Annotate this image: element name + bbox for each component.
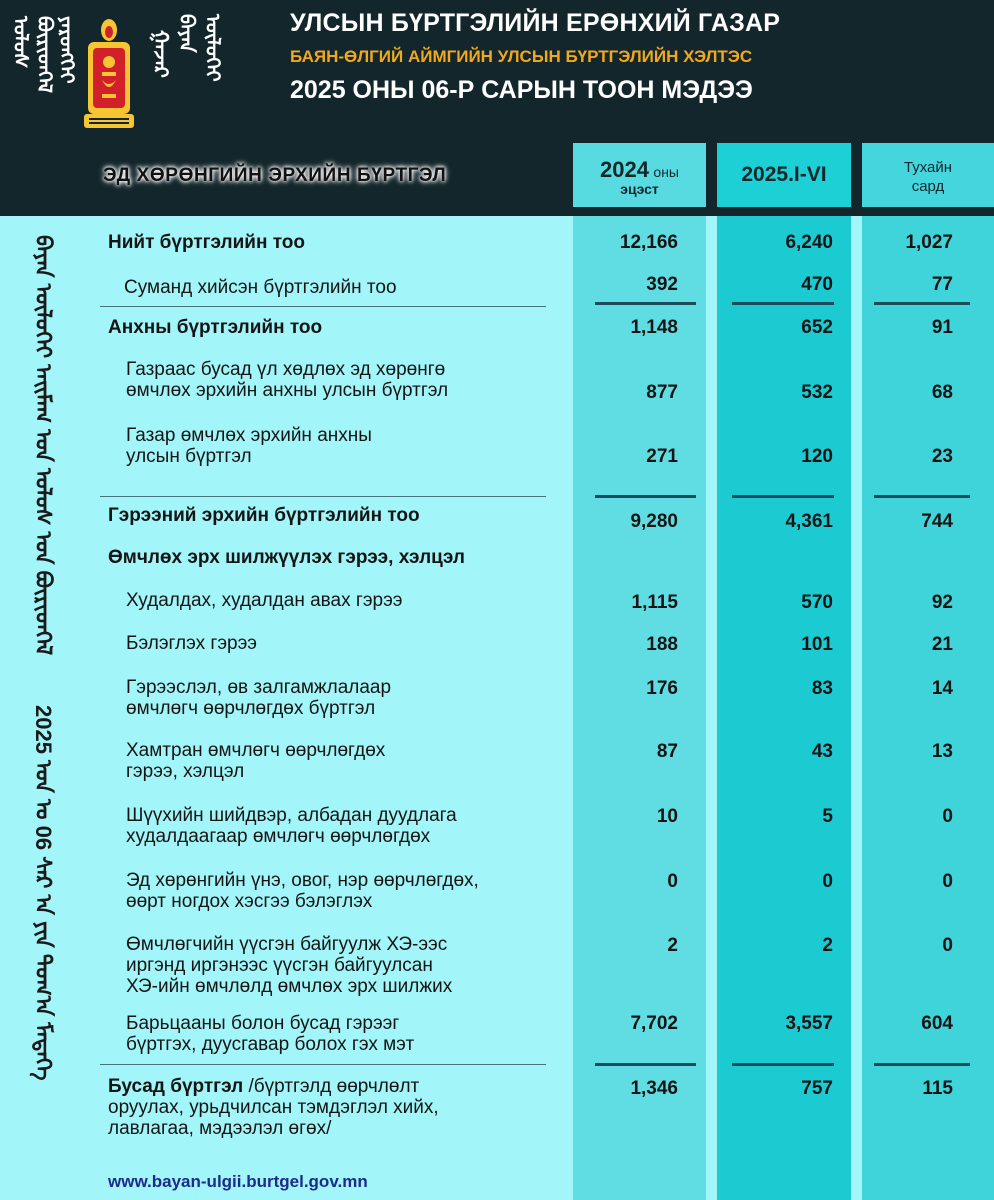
column-month-bg [862,216,994,1200]
column-2025-bg [717,216,851,1200]
value-month: 68 [931,382,953,403]
row-label-name-change: Эд хөрөнгийн үнэ, овог, нэр өөрчлөгдөх, өөрт ногдох хэсгээ бэлэглэх [126,870,479,912]
value-month: 14 [931,678,953,699]
divider [874,495,970,498]
website-link[interactable]: www.bayan-ulgii.burtgel.gov.mn [108,1172,368,1191]
row-label-initial: Анхны бүртгэлийн тоо [108,317,323,338]
value-month: 604 [921,1013,953,1034]
value-2024: 7,702 [630,1013,678,1034]
value-2025: 5 [822,806,833,827]
row-label-transfer-group: Өмчлөх эрх шилжүүлэх гэрээ, хэлцэл [108,547,465,568]
value-2024: 0 [667,871,678,892]
value-month: 1,027 [905,232,953,253]
value-2024: 176 [646,678,678,699]
value-2024: 87 [656,741,678,762]
value-month: 92 [931,592,953,613]
mongolian-script-decoration: ᠶᠡᠷᠦᠩᠬᠡᠢ [55,16,77,84]
value-2025: 6,240 [785,232,833,253]
row-label-total: Нийт бүртгэлийн тоо [108,232,306,253]
divider [595,495,696,498]
mongolian-script-decoration: ᠤᠯᠤᠰ [9,16,31,69]
report-title: 2025 ОНЫ 06-Р САРЫН ТООН МЭДЭЭ [290,76,753,104]
value-2025: 470 [801,274,833,295]
value-2025: 83 [811,678,833,699]
value-month: 0 [942,935,953,956]
value-2025: 532 [801,382,833,403]
divider [874,302,970,305]
value-2024: 10 [656,806,678,827]
value-2024: 1,346 [630,1078,678,1099]
value-2024: 188 [646,634,678,655]
value-month: 115 [922,1078,953,1099]
value-2024: 12,166 [619,232,678,253]
row-label-soum: Суманд хийсэн бүртгэлийн тоо [124,277,397,298]
divider [732,1063,834,1066]
row-label-contract: Гэрээний эрхийн бүртгэлийн тоо [108,505,420,526]
row-label-property-initial: Газраас бусад үл хөдлөх эд хөрөнгө өмчлөх эрхийн анхны улсын бүртгэл [126,359,449,401]
row-label-inheritance: Гэрээслэл, өв залгамжлалаар өмчлөгч өөрчлөгдөх бүртгэл [126,677,392,719]
divider [100,496,546,497]
divider [595,1063,696,1066]
divider [874,1063,970,1066]
value-2024: 877 [646,382,678,403]
value-2025: 0 [822,871,833,892]
row-label-co-owner: Хамтран өмчлөгч өөрчлөгдөх гэрээ, хэлцэл [126,740,386,782]
column-header-2025: 2025.I-VI [717,143,851,207]
column-header-2024: 2024 оны эцэст [573,143,706,207]
mongolian-script-decoration: ᠪᠦᠷᠢᠳᠬᠡᠯ [33,16,55,94]
divider [732,495,834,498]
value-2024: 392 [646,274,678,295]
value-month: 13 [931,741,953,762]
value-2024: 271 [646,446,678,467]
value-2025: 3,557 [785,1013,833,1034]
value-2024: 2 [667,935,678,956]
divider [100,306,546,307]
column-header-month: Тухайн сард [862,143,994,207]
section-title: ЭД ХӨРӨНГИЙН ЭРХИЙН БҮРТГЭЛ [103,165,447,186]
value-month: 0 [942,806,953,827]
mongolian-vertical-text: ᠪᠠᠶᠠᠨ ᠥᠯᠦᠭᠡᠢ ᠠᠢᠮᠠᠭ ᠤᠨ ᠤᠯᠤᠰ ᠤᠨ ᠪᠦᠷᠢᠳᠬᠡᠯ 2025 ᠣᠨ ᠤ 06 ᠰᠠᠷ ᠠ ᠶᠢᠨ ᠲᠣᠭ᠎ᠠ ᠮᠡᠳᠡᠭᠡ [31,235,56,1081]
divider [595,302,696,305]
row-label-pledge: Барьцааны болон бусад гэрээг бүртгэх, дуусгавар болох гэх мэт [126,1013,415,1055]
mongolian-script-decoration: ᠥᠯᠦᠭᠡᠢ [201,14,223,82]
value-month: 23 [931,446,953,467]
row-label-land-initial: Газар өмчлөх эрхийн анхны улсын бүртгэл [126,425,372,467]
value-2025: 652 [801,317,833,338]
row-label-gift: Бэлэглэх гэрээ [126,633,257,654]
column-2024-bg [573,216,706,1200]
row-label-court: Шүүхийн шийдвэр, албадан дуудлага худалдаагаар өмчлөгч өөрчлөгдөх [126,805,457,847]
registry-emblem-icon [80,14,138,132]
value-2025: 2 [822,935,833,956]
branch-subtitle: БАЯН-ӨЛГИЙ АЙМГИЙН УЛСЫН БҮРТГЭЛИЙН ХЭЛТЭС [290,47,753,66]
value-2025: 43 [811,741,833,762]
value-2024: 1,115 [631,592,678,613]
value-2024: 1,148 [630,317,678,338]
value-month: 77 [931,274,953,295]
value-2025: 120 [801,446,833,467]
value-2025: 757 [801,1078,833,1099]
value-month: 744 [921,511,953,532]
value-2025: 570 [801,592,833,613]
value-month: 91 [931,317,953,338]
mongolian-script-decoration: ᠪᠠᠶᠠᠨ [175,14,197,53]
row-label-entity-transfer: Өмчлөгчийн үүсгэн байгуулж ХЭ-ээс иргэнд иргэнээс үүсгэн байгуулсан ХЭ-ийн өмчлөлд өмчлөх эрх шилжих [126,934,453,997]
row-label-sale: Худалдах, худалдан авах гэрээ [126,590,403,611]
value-2024: 9,280 [630,511,678,532]
value-2025: 4,361 [785,511,833,532]
value-2025: 101 [801,634,833,655]
org-title: УЛСЫН БҮРТГЭЛИЙН ЕРӨНХИЙ ГАЗАР [290,9,781,37]
divider [100,1064,546,1065]
mongolian-script-decoration: ᠭᠠᠵᠠᠷ [149,30,171,78]
value-month: 0 [942,871,953,892]
divider [732,302,834,305]
value-month: 21 [931,634,953,655]
row-label-other: Бусад бүртгэл /бүртгэлд өөрчлөлт оруулах, урьдчилсан тэмдэглэл хийх, лавлагаа, мэдээлэл өгөх/ [108,1076,439,1139]
